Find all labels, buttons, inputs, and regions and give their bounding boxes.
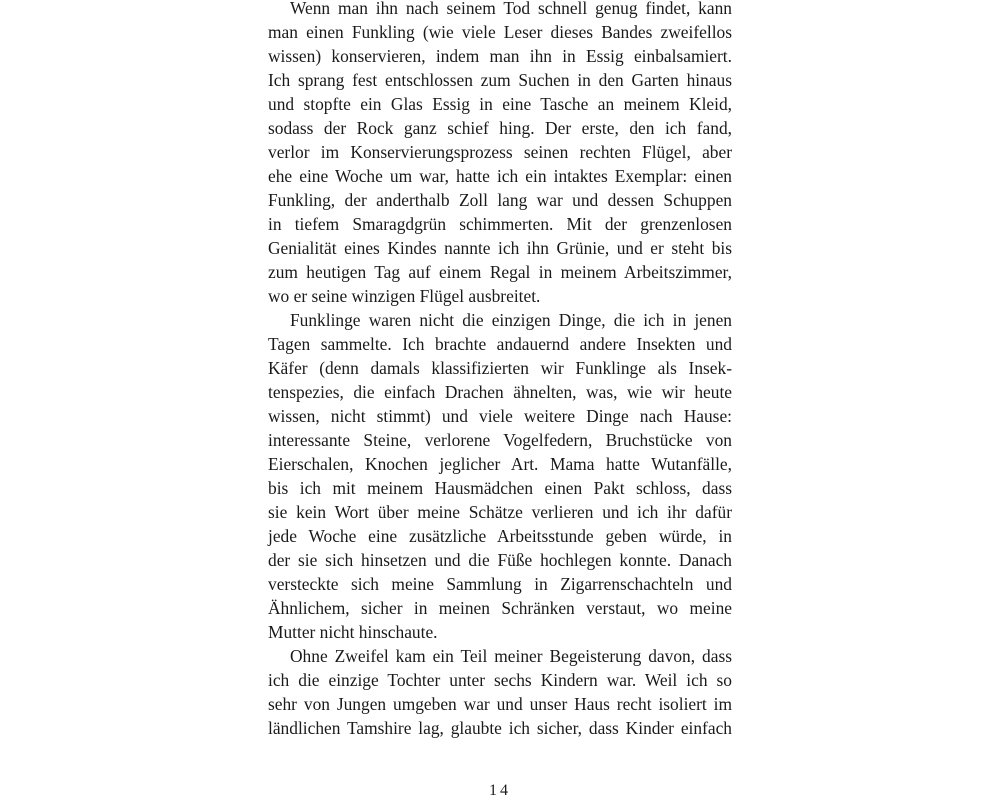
page-number: 14 [489, 782, 511, 799]
text-line: wissen, nicht stimmt) und viele weitere Dinge nach Hause: [268, 406, 732, 426]
text-line: Ich sprang fest entschlossen zum Suchen in den Garten hinaus [268, 70, 732, 90]
text-line: ich die einzige Tochter unter sechs Kindern war. Weil ich so [268, 670, 732, 690]
text-line: wissen) konservieren, indem man ihn in Essig einbalsamiert. [268, 46, 732, 66]
text-line: tenspezies, die einfach Drachen ähnelten, was, wie wir heute [268, 382, 732, 402]
text-line: Tagen sammelte. Ich brachte andauernd andere Insekten und [268, 334, 732, 354]
text-line: Genialität eines Kindes nannte ich ihn Grünie, und er steht bis [268, 238, 732, 258]
text-line: Mutter nicht hinschaute. [268, 622, 438, 642]
text-line: zum heutigen Tag auf einem Regal in meinem Arbeitszimmer, [268, 262, 732, 282]
text-line: Eierschalen, Knochen jeglicher Art. Mama hatte Wutanfälle, [268, 454, 732, 474]
paragraph [268, 0, 732, 308]
text-line: ehe eine Woche um war, hatte ich ein intaktes Exemplar: einen [268, 166, 732, 186]
text-line: Käfer (denn damals klassifizierten wir Funklinge als Insek- [268, 358, 732, 378]
text-line: verlor im Konservierungsprozess seinen rechten Flügel, aber [268, 142, 732, 162]
text-line: man einen Funkling (wie viele Leser dieses Bandes zweifellos [268, 22, 732, 42]
text-line: interessante Steine, verlorene Vogelfedern, Bruchstücke von [268, 430, 732, 450]
text-line: Ähnlichem, sicher in meinen Schränken verstaut, wo meine [268, 598, 732, 618]
text-line: Funklinge waren nicht die einzigen Dinge, die ich in jenen [290, 310, 732, 330]
body-text [268, 0, 732, 740]
text-line: jede Woche eine zusätzliche Arbeitsstunde geben würde, in [268, 526, 732, 546]
text-line: versteckte sich meine Sammlung in Zigarrenschachteln und [268, 574, 732, 594]
text-line: in tiefem Smaragdgrün schimmerten. Mit der grenzenlosen [268, 214, 732, 234]
paragraph [268, 308, 732, 644]
text-line: bis ich mit meinem Hausmädchen einen Pakt schloss, dass [268, 478, 732, 498]
text-line: und stopfte ein Glas Essig in eine Tasche an meinem Kleid, [268, 94, 732, 114]
text-line: sodass der Rock ganz schief hing. Der erste, den ich fand, [268, 118, 732, 138]
text-line: sie kein Wort über meine Schätze verlieren und ich ihr dafür [268, 502, 732, 522]
text-line: wo er seine winzigen Flügel ausbreitet. [268, 286, 541, 306]
text-line: Ohne Zweifel kam ein Teil meiner Begeisterung davon, dass [290, 646, 732, 666]
book-page [268, 0, 732, 800]
text-line: ländlichen Tamshire lag, glaubte ich sicher, dass Kinder einfach [268, 718, 732, 738]
text-line: Funkling, der anderthalb Zoll lang war und dessen Schuppen [268, 190, 732, 210]
text-line: Wenn man ihn nach seinem Tod schnell genug findet, kann [290, 0, 732, 18]
paragraph [268, 644, 732, 740]
text-line: sehr von Jungen umgeben war und unser Haus recht isoliert im [268, 694, 732, 714]
text-line: der sie sich hinsetzen und die Füße hochlegen konnte. Danach [268, 550, 732, 570]
